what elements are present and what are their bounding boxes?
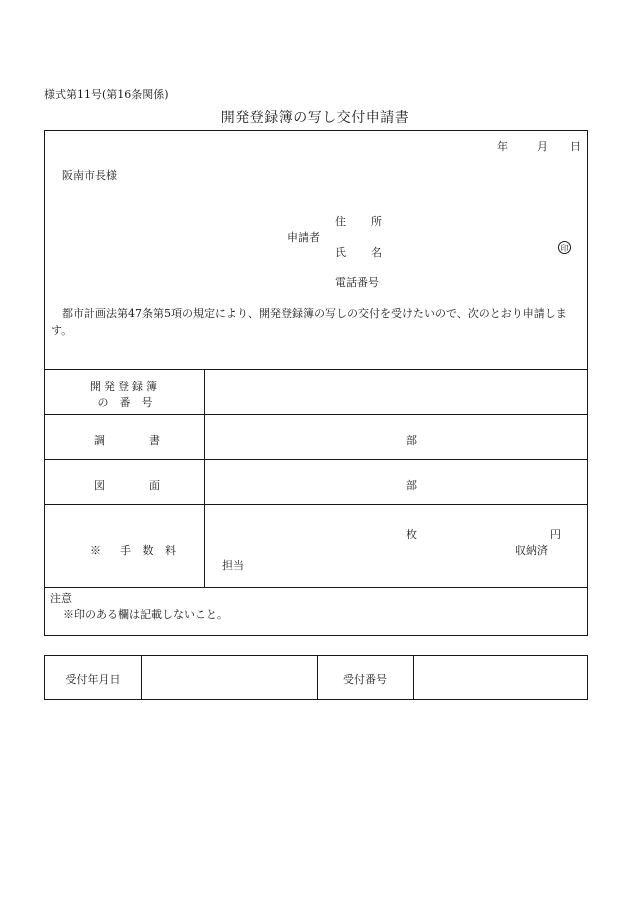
application-form-box xyxy=(44,130,588,636)
application-statement: 都市計画法第47条第5項の規定により、開発登録簿の写しの交付を受けたいので、次のとおり申請します。 xyxy=(51,307,567,337)
notes-body: ※印のある欄は記載しないこと。 xyxy=(63,608,228,621)
applicant-label: 申請者 xyxy=(287,231,320,244)
reception-date-label: 受付年月日 xyxy=(65,673,121,686)
registry-number-label-line1: 開発登録簿 xyxy=(90,380,160,393)
column-divider xyxy=(413,656,414,699)
divider-line xyxy=(45,414,587,415)
divider-line xyxy=(45,369,587,370)
reception-box xyxy=(44,655,588,700)
notes-heading: 注意 xyxy=(50,592,72,605)
date-year-label: 年 xyxy=(497,140,508,153)
drawing-label-part1: 図 xyxy=(94,479,105,492)
drawing-label-part2: 面 xyxy=(149,479,160,492)
sheets-unit: 枚 xyxy=(406,528,417,541)
address-label-part1: 住 xyxy=(335,215,346,228)
phone-label: 電話番号 xyxy=(335,276,379,289)
divider-line xyxy=(45,459,587,460)
form-number-label: 様式第11号(第16条関係) xyxy=(44,88,169,101)
survey-document-unit: 部 xyxy=(406,434,417,447)
registry-number-label-line2: の 番 号 xyxy=(97,396,153,409)
yen-unit: 円 xyxy=(550,528,561,541)
staff-label: 担当 xyxy=(222,559,244,572)
address-label-part2: 所 xyxy=(371,215,382,228)
name-label-part1: 氏 xyxy=(335,246,346,259)
divider-line xyxy=(45,587,587,588)
survey-document-label-part2: 書 xyxy=(149,434,160,447)
divider-line xyxy=(45,504,587,505)
application-section xyxy=(45,131,587,369)
date-month-label: 月 xyxy=(537,140,548,153)
drawing-unit: 部 xyxy=(406,479,417,492)
seal-mark-icon: 印 xyxy=(558,241,571,254)
name-label-part2: 名 xyxy=(371,246,382,259)
addressee: 阪南市長様 xyxy=(62,169,117,182)
fee-label: ※ 手 数 料 xyxy=(90,544,180,557)
date-day-label: 日 xyxy=(570,140,581,153)
survey-document-label-part1: 調 xyxy=(94,434,105,447)
document-title: 開発登録簿の写し交付申請書 xyxy=(220,110,410,126)
payment-received-label: 収納済 xyxy=(515,544,548,557)
reception-number-label: 受付番号 xyxy=(343,673,387,686)
column-divider xyxy=(141,656,142,699)
